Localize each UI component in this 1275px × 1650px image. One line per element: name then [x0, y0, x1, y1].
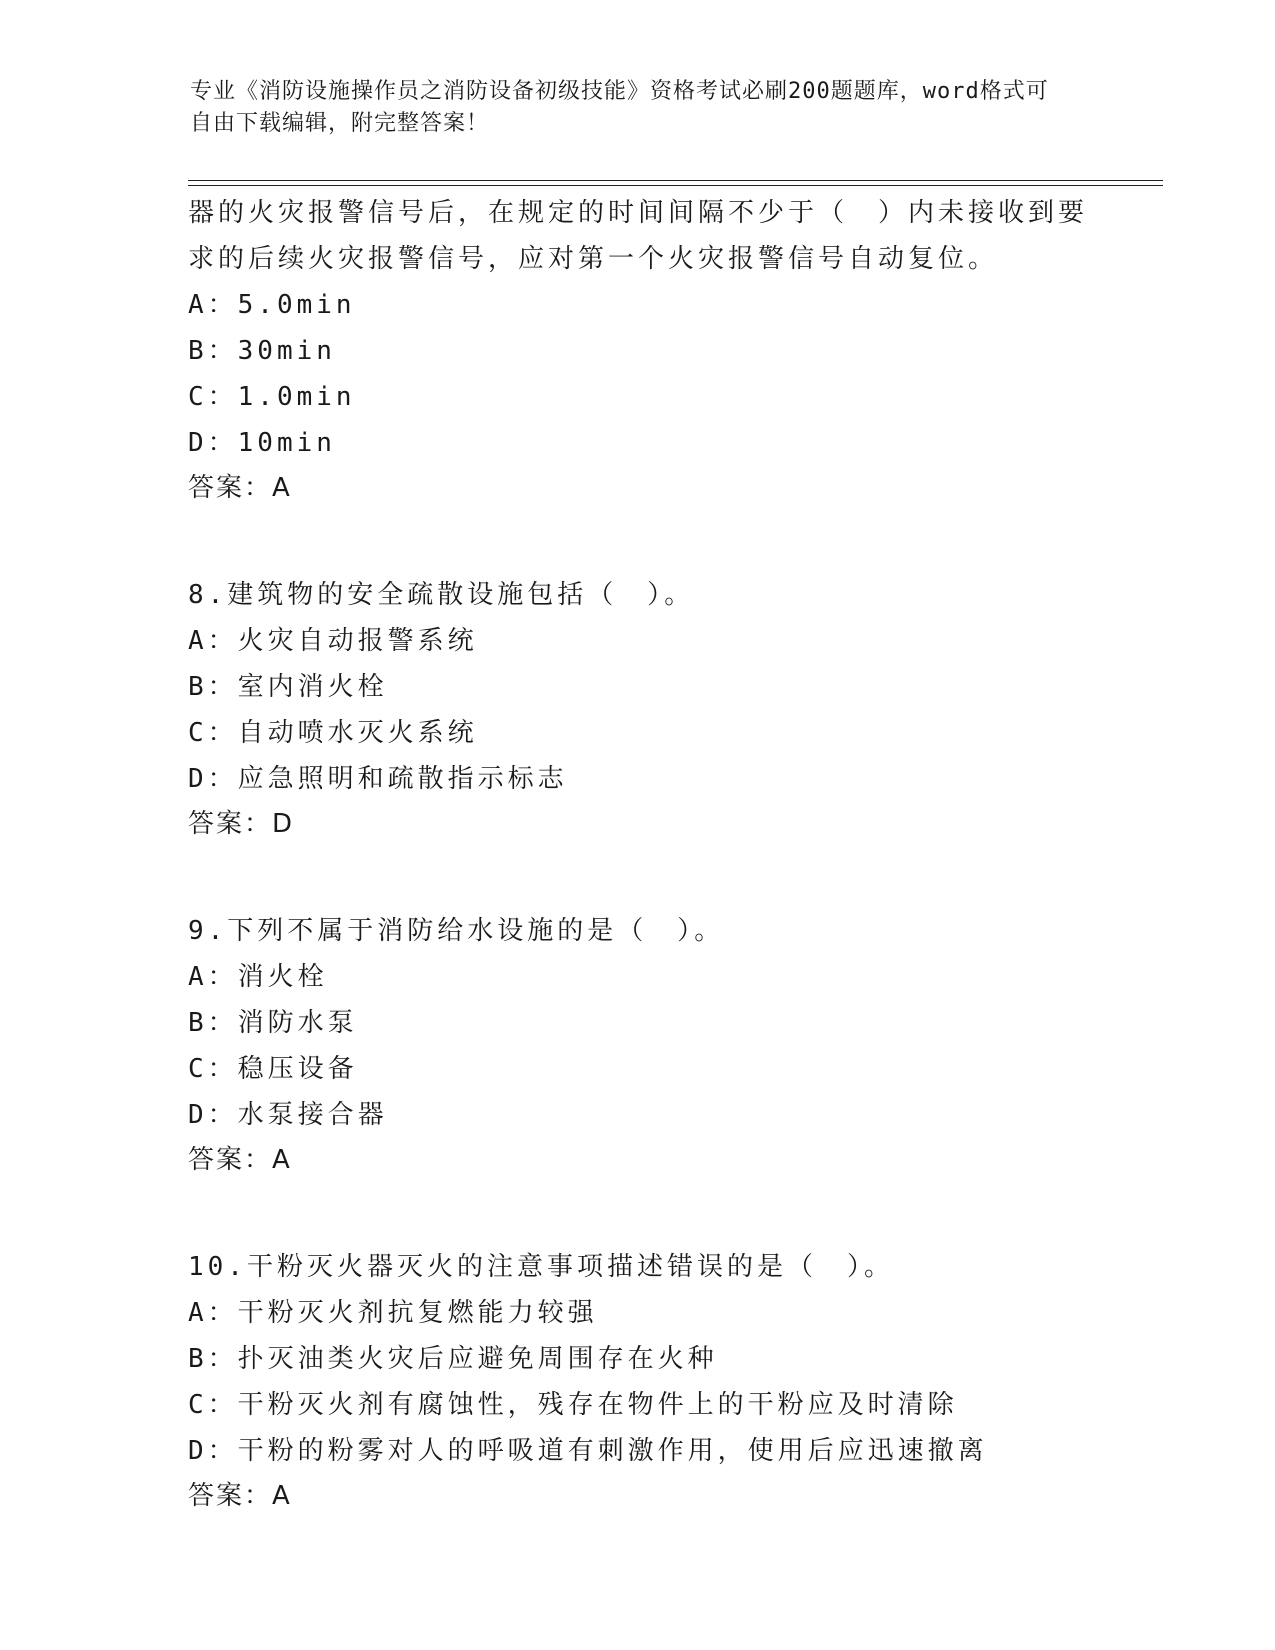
answer-text: 答案：A — [188, 1145, 292, 1175]
header-divider-bottom — [188, 185, 1163, 186]
option-b: B：扑灭油类火灾后应避免周围存在火种 — [188, 1344, 718, 1374]
question-stem: 9.下列不属于消防给水设施的是（ ）。 — [188, 916, 725, 946]
option-d: D：应急照明和疏散指示标志 — [188, 764, 568, 794]
option-d: D：10min — [188, 428, 336, 458]
question-list — [188, 190, 1108, 1518]
option-a: A：消火栓 — [188, 962, 328, 992]
option-d: D：干粉的粉雾对人的呼吸道有刺激作用，使用后应迅速撤离 — [188, 1436, 988, 1466]
option-c: C：自动喷水灭火系统 — [188, 718, 478, 748]
option-c: C：1.0min — [188, 382, 356, 412]
option-b: B：30min — [188, 336, 336, 366]
question-stem: 10.干粉灭火器灭火的注意事项描述错误的是（ ）。 — [188, 1252, 894, 1282]
question-stem-line: 器的火灾报警信号后，在规定的时间间隔不少于（ ）内未接收到要 — [188, 198, 1089, 228]
option-a: A：干粉灭火剂抗复燃能力较强 — [188, 1298, 598, 1328]
option-c: C：稳压设备 — [188, 1054, 358, 1084]
document-header: 专业《消防设施操作员之消防设备初级技能》资格考试必刷200题题库，word格式可自由下载编辑，附完整答案！ — [190, 79, 1049, 136]
option-d: D：水泵接合器 — [188, 1100, 388, 1130]
question-continued — [188, 190, 1108, 510]
option-b: B：消防水泵 — [188, 1008, 358, 1038]
option-b: B：室内消火栓 — [188, 672, 388, 702]
answer-text: 答案：D — [188, 809, 295, 839]
option-a: A：火灾自动报警系统 — [188, 626, 478, 656]
header-divider-top — [188, 180, 1163, 181]
answer-text: 答案：A — [188, 1481, 292, 1511]
question-8 — [188, 572, 1108, 846]
option-a: A：5.0min — [188, 290, 356, 320]
question-stem-line: 求的后续火灾报警信号，应对第一个火灾报警信号自动复位。 — [188, 244, 999, 274]
answer-text: 答案：A — [188, 473, 292, 503]
question-10 — [188, 1244, 1108, 1518]
option-c: C：干粉灭火剂有腐蚀性，残存在物件上的干粉应及时清除 — [188, 1390, 958, 1420]
question-9 — [188, 908, 1108, 1182]
question-stem: 8.建筑物的安全疏散设施包括（ ）。 — [188, 580, 695, 610]
